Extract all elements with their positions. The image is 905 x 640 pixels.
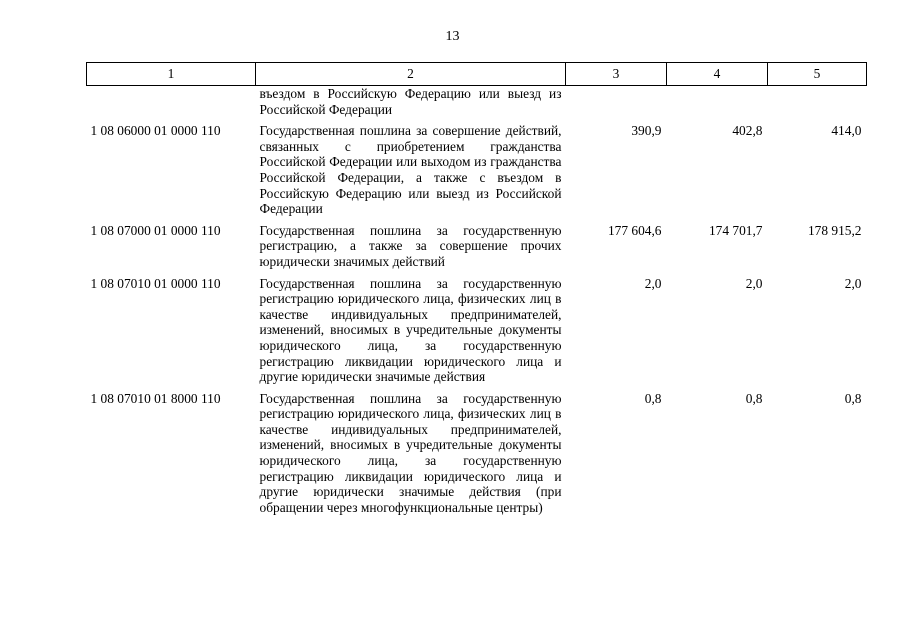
page-number: 13 [445,29,460,44]
budget-revenue-table [86,62,867,517]
table-row [87,272,867,387]
amount-col-5: 2,0 [844,275,862,291]
amount-col-3: 2,0 [644,275,662,291]
revenue-description: Государственная пошлина за государственную регистрацию, а также за совершение прочих юридически значимых действий [259,222,562,269]
revenue-description: Государственная пошлина за совершение действий, связанных с приобретением гражданства Российской Федерации или выходом из гражданства Российской Федерации, а также с въездом в Российскую Федерацию или выезд из Российской Федерации [259,123,562,217]
column-header-value-3: 5 [768,63,867,86]
amount-col-3: 177 604,6 [607,222,662,238]
header-row [87,63,867,86]
amount-col-5: 414,0 [831,123,862,139]
table-row [87,119,867,219]
amount-col-4: 0,8 [745,390,763,406]
amount-col-3: 0,8 [644,390,662,406]
amount-col-4 [667,86,768,120]
amount-col-3 [566,86,667,120]
column-header-value-1: 3 [566,63,667,86]
table-row [87,86,867,120]
amount-col-5: 0,8 [844,390,862,406]
amount-col-5: 178 915,2 [807,222,862,238]
revenue-description: въездом в Российскую Федерацию или выезд из Российской Федерации [259,86,562,117]
amount-col-3: 390,9 [631,123,662,139]
column-header-value-2: 4 [667,63,768,86]
amount-col-4: 402,8 [732,123,763,139]
table-row [87,387,867,518]
amount-col-4: 174 701,7 [708,222,763,238]
classification-code: 1 08 07010 01 8000 110 [90,390,221,406]
classification-code: 1 08 07010 01 0000 110 [90,275,221,291]
column-header-description: 2 [256,63,566,86]
amount-col-4: 2,0 [745,275,763,291]
table-row [87,219,867,272]
column-header-code: 1 [87,63,256,86]
revenue-description: Государственная пошлина за государственную регистрацию юридического лица, физических лиц в качестве индивидуальных предпринимателей, изменений, вносимых в учредительные документы юридического лица, за государственную регистрацию ликвидации юридического лица и другие юридически значимые действия (при обращении через многофункциональные центры) [259,390,562,515]
classification-code [87,86,256,120]
revenue-description: Государственная пошлина за государственную регистрацию юридического лица, физических лиц в качестве индивидуальных предпринимателей, изменений, вносимых в учредительные документы юридического лица, за государственную регистрацию ликвидации юридического лица и другие юридически значимые действия [259,275,562,385]
classification-code: 1 08 07000 01 0000 110 [90,222,221,238]
amount-col-5 [768,86,867,120]
classification-code: 1 08 06000 01 0000 110 [90,123,221,139]
